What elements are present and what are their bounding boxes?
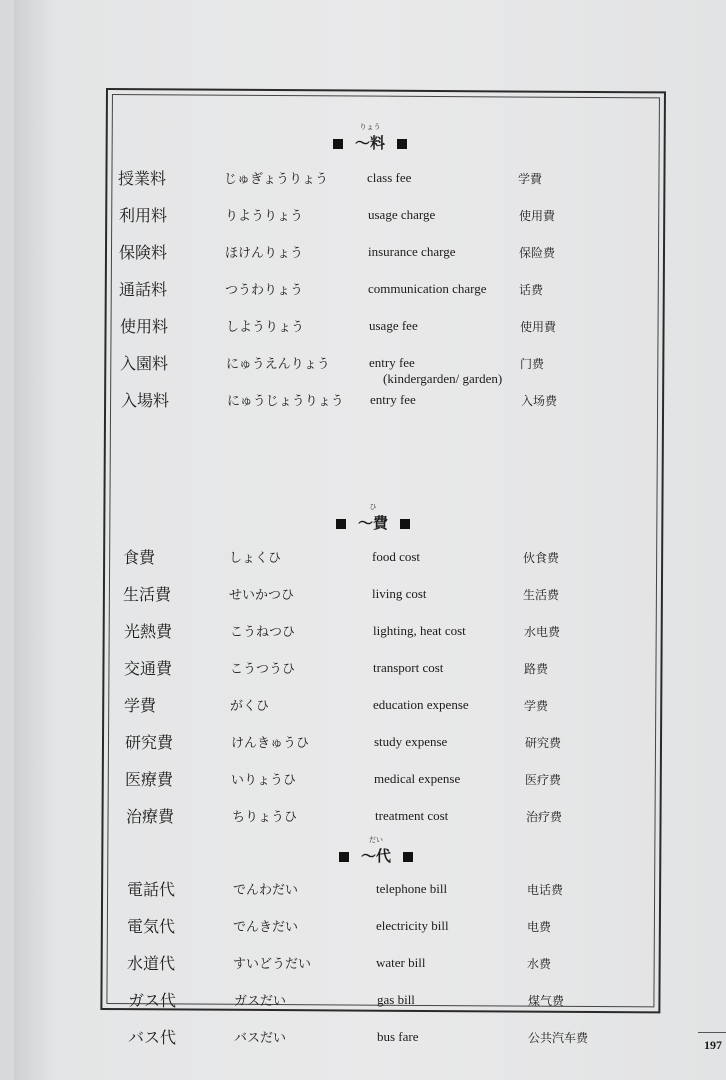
vocab-english: [377, 1029, 419, 1045]
vocab-english: [376, 918, 449, 934]
vocab-kanji: 電話代: [127, 880, 176, 899]
vocab-chinese: 公共汽车费: [528, 1031, 589, 1045]
section-suffix-text: ～代: [360, 847, 391, 865]
vocab-chinese: 研究费: [525, 736, 562, 750]
vocab-kanji: 治療費: [126, 807, 175, 826]
vocab-kanji: 水道代: [127, 954, 176, 973]
square-bullet-icon: [336, 519, 346, 529]
vocab-english: [368, 281, 487, 297]
vocab-row: [14, 166, 726, 196]
vocab-kanji: 学費: [124, 696, 157, 715]
vocab-chinese: 使用費: [519, 209, 556, 223]
vocab-kanji: 生活費: [123, 585, 172, 604]
vocab-english: [369, 355, 502, 387]
vocab-row: [14, 203, 726, 233]
vocab-reading: けんきゅうひ: [231, 736, 310, 751]
section-suffix: [354, 123, 385, 153]
section-suffix: [360, 836, 391, 866]
vocab-row: [14, 277, 726, 307]
page-number-rule: [698, 1032, 726, 1033]
section-title: [14, 123, 726, 153]
vocab-chinese: 学費: [518, 172, 543, 186]
vocab-english-text: insurance charge: [368, 244, 456, 259]
vocab-chinese: 煤气费: [528, 994, 565, 1008]
vocab-kanji: 授業料: [118, 169, 167, 188]
vocab-english: [373, 697, 469, 713]
vocab-reading: いりょうひ: [231, 773, 297, 788]
section-ruby: ひ: [369, 503, 377, 511]
vocab-english-text: entry fee: [370, 392, 416, 407]
vocab-kanji: 交通費: [124, 659, 173, 678]
vocab-english-text: electricity bill: [376, 918, 449, 933]
page-number: 197: [704, 1038, 722, 1052]
section-ruby: りょう: [359, 123, 381, 131]
vocab-reading: にゅうじょうりょう: [227, 394, 344, 409]
vocab-english: [369, 318, 418, 334]
book-page: [14, 0, 726, 1080]
vocab-kanji: 入園料: [120, 354, 169, 373]
vocab-english-text: bus fare: [377, 1029, 419, 1044]
vocab-english-text: usage charge: [368, 207, 436, 222]
vocab-reading: ほけんりょう: [225, 246, 304, 261]
vocab-row: [14, 388, 726, 418]
vocab-reading: りようりょう: [225, 209, 304, 224]
vocab-reading: じゅぎょうりょう: [224, 172, 329, 187]
vocab-english-note: (kindergarden/ garden): [383, 371, 503, 386]
vocab-chinese: 门费: [520, 357, 545, 371]
vocab-chinese: 保险费: [519, 246, 556, 260]
vocab-kanji: 使用料: [120, 317, 169, 336]
vocab-row: [14, 914, 726, 944]
vocab-reading: バスだい: [234, 1031, 287, 1046]
vocab-row: [14, 804, 726, 834]
vocab-english: [374, 734, 447, 750]
square-bullet-icon: [400, 519, 410, 529]
vocab-english: [372, 549, 420, 565]
vocab-english: [376, 881, 447, 897]
vocab-reading: すいどうだい: [233, 957, 312, 972]
vocab-english: [377, 992, 415, 1008]
vocab-reading: しようりょう: [226, 320, 305, 335]
vocab-row: [14, 582, 726, 612]
vocab-reading: ガスだい: [234, 994, 287, 1009]
vocab-english-text: education expense: [373, 697, 469, 712]
section-suffix-text: ～料: [354, 134, 385, 152]
vocab-chinese: 电话费: [527, 883, 564, 897]
section-suffix: [357, 503, 388, 533]
vocab-row: [14, 351, 726, 386]
vocab-english-text: medical expense: [374, 771, 461, 786]
vocab-english: [373, 623, 466, 639]
vocab-chinese: 治疗费: [526, 810, 563, 824]
vocab-reading: がくひ: [230, 699, 270, 714]
vocab-english: [368, 244, 455, 260]
vocab-chinese: 入场费: [521, 394, 558, 408]
vocab-reading: こうつうひ: [230, 662, 296, 677]
vocab-reading: でんわだい: [233, 883, 299, 898]
vocab-kanji: 保険料: [119, 243, 168, 262]
vocab-english: [376, 955, 425, 971]
vocab-reading: にゅうえんりょう: [226, 357, 330, 372]
vocab-english: [373, 660, 443, 676]
vocab-chinese: 医疗费: [525, 773, 562, 787]
section-suffix-text: ～費: [357, 514, 388, 532]
vocab-reading: つうわりょう: [225, 283, 304, 298]
vocab-english: [372, 586, 427, 602]
vocab-english-text: entry fee: [369, 355, 415, 370]
vocab-row: [14, 988, 726, 1018]
vocab-english: [367, 170, 411, 186]
vocab-chinese: 水电费: [524, 625, 561, 639]
vocab-row: [14, 951, 726, 981]
vocab-row: [14, 619, 726, 649]
vocab-english-text: study expense: [374, 734, 448, 749]
vocab-english: [368, 207, 435, 223]
vocab-kanji: 医療費: [125, 770, 174, 789]
vocab-chinese: 使用費: [520, 320, 557, 334]
square-bullet-icon: [339, 852, 349, 862]
vocab-row: [14, 877, 726, 907]
vocab-reading: こうねつひ: [230, 625, 296, 640]
section-title: [17, 503, 726, 533]
vocab-english: [375, 808, 448, 824]
vocab-chinese: 水费: [527, 957, 552, 971]
vocab-row: [14, 767, 726, 797]
vocab-kanji: バス代: [128, 1028, 177, 1047]
vocab-kanji: 光熱費: [124, 622, 173, 641]
vocab-chinese: 话费: [519, 283, 544, 297]
vocab-english-text: treatment cost: [375, 808, 449, 823]
vocab-english: [374, 771, 460, 787]
vocab-english-text: communication charge: [368, 281, 487, 296]
vocab-english-text: lighting, heat cost: [373, 623, 466, 638]
vocab-chinese: 生活费: [523, 588, 560, 602]
vocab-english: [370, 392, 416, 408]
vocab-kanji: 入場料: [121, 391, 170, 410]
vocab-row: [14, 314, 726, 344]
vocab-kanji: 通話料: [119, 280, 168, 299]
vocab-kanji: 研究費: [125, 733, 174, 752]
vocab-row: [14, 656, 726, 686]
vocab-english-text: water bill: [376, 955, 426, 970]
section-ruby: だい: [368, 836, 383, 844]
square-bullet-icon: [403, 852, 413, 862]
vocab-english-text: transport cost: [373, 660, 444, 675]
vocab-english-text: usage fee: [369, 318, 418, 333]
vocab-row: [14, 693, 726, 723]
vocab-reading: しょくひ: [229, 551, 282, 566]
vocab-reading: せいかつひ: [229, 588, 295, 603]
vocab-row: [14, 545, 726, 575]
vocab-chinese: 学费: [524, 699, 549, 713]
vocab-english-text: gas bill: [377, 992, 415, 1007]
vocab-english-text: living cost: [372, 586, 427, 601]
vocab-chinese: 路费: [524, 662, 549, 676]
vocab-chinese: 电费: [527, 920, 552, 934]
vocab-row: [14, 240, 726, 270]
vocab-kanji: 電気代: [127, 917, 176, 936]
square-bullet-icon: [397, 139, 407, 149]
vocab-chinese: 伙食费: [523, 551, 560, 565]
square-bullet-icon: [333, 139, 343, 149]
vocab-english-text: class fee: [367, 170, 412, 185]
vocab-kanji: 食費: [123, 548, 156, 567]
vocab-english-text: food cost: [372, 549, 421, 564]
section-title: [20, 836, 726, 866]
vocab-row: [14, 730, 726, 760]
vocab-kanji: ガス代: [128, 991, 177, 1010]
vocab-english-text: telephone bill: [376, 881, 448, 896]
vocab-row: [14, 1025, 726, 1055]
vocab-kanji: 利用料: [119, 206, 168, 225]
vocab-reading: ちりょうひ: [232, 810, 298, 825]
vocab-reading: でんきだい: [233, 920, 299, 935]
